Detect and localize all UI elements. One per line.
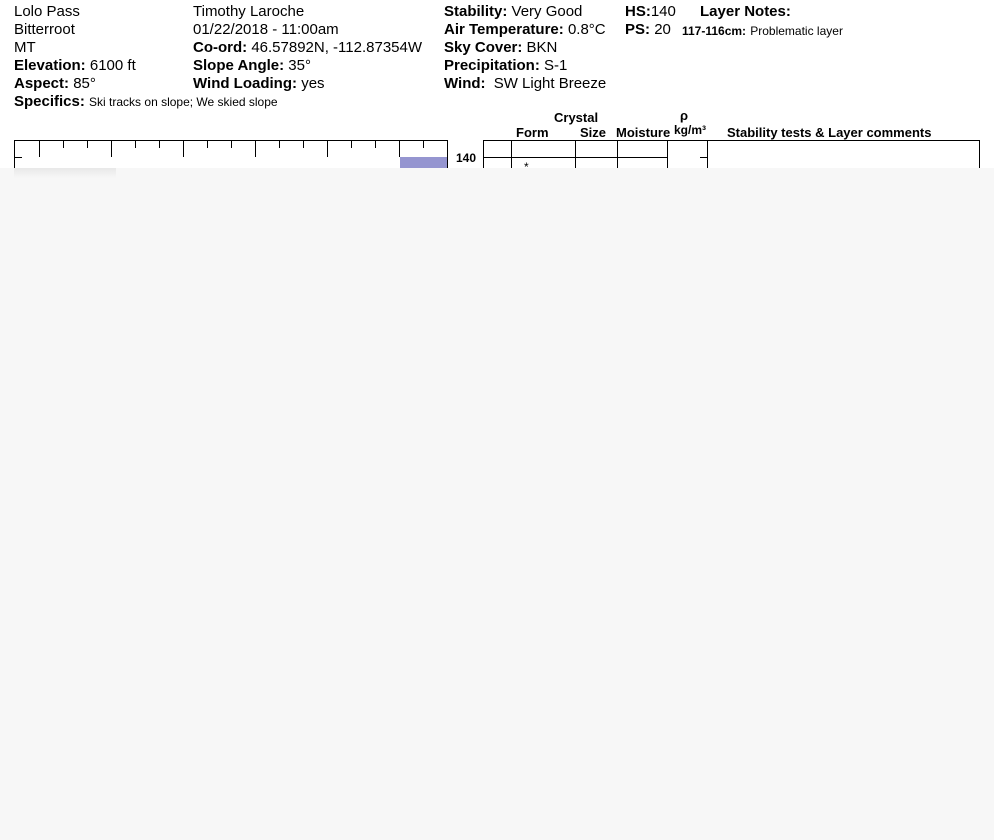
depth-tick: [14, 157, 22, 158]
sky-cover-value: BKN: [526, 39, 558, 56]
density-symbol: ρ: [680, 108, 689, 123]
hardness-tick: [423, 140, 424, 148]
elevation-label: Elevation:: [14, 57, 86, 74]
hardness-tick: [159, 140, 160, 148]
precipitation-value: S-1: [544, 57, 568, 74]
layer-table-col-4: [667, 140, 668, 168]
coordinates-label: Co-ord:: [193, 39, 248, 56]
sky-cover-field: [444, 39, 557, 57]
aspect-label: Aspect:: [14, 75, 70, 92]
aspect-field: [14, 75, 96, 93]
hardness-tick: [183, 140, 184, 157]
hardness-tick: [351, 140, 352, 148]
density-unit: kg/m³: [674, 123, 707, 137]
hardness-tick: [231, 140, 232, 148]
layer-table-col-5: [707, 140, 708, 168]
comments-right-border: [979, 140, 980, 168]
wind-loading-label: Wind Loading:: [193, 75, 298, 92]
density-tick: [700, 157, 707, 158]
slope-angle-value: 35°: [288, 57, 311, 74]
coordinates-field: [193, 39, 422, 57]
depth-label: 140: [456, 151, 477, 165]
hardness-tick: [87, 140, 88, 148]
pit-depth-field: [625, 21, 671, 39]
sky-cover-label: Sky Cover:: [444, 39, 523, 56]
crystal-header: Crystal: [554, 110, 599, 125]
hardness-bar: [400, 157, 447, 168]
hardness-tick: [39, 140, 40, 157]
wind-field: [444, 75, 606, 93]
stability-value: Very Good: [511, 3, 583, 20]
layer-notes-title: Layer Notes:: [700, 3, 791, 20]
hardness-tick: [279, 140, 280, 148]
hardness-tick: [255, 140, 256, 157]
ps-label: PS:: [625, 21, 651, 38]
layer-note-range: 117-116cm:: [682, 24, 747, 38]
air-temperature-value: 0.8°C: [567, 21, 606, 38]
layer-table-col-1: [511, 140, 512, 168]
hardness-tick: [63, 140, 64, 148]
profile-graph-left-border: [14, 140, 15, 168]
form-header: Form: [516, 125, 549, 140]
air-temperature-field: [444, 21, 606, 39]
air-temperature-label: Air Temperature:: [444, 21, 564, 38]
profile-graph-right-border: [447, 140, 448, 168]
hs-label: HS:: [625, 3, 651, 20]
precipitation-label: Precipitation:: [444, 57, 540, 74]
stability-field: [444, 3, 582, 21]
hardness-tick: [303, 140, 304, 148]
aspect-value: 85°: [73, 75, 96, 92]
hardness-tick: [111, 140, 112, 157]
snowpit-sheet: [0, 0, 994, 168]
specifics-field: [14, 93, 278, 111]
layer-table-col-2: [575, 140, 576, 168]
layer-table-col-3: [617, 140, 618, 168]
layer-note-text: Problematic layer: [750, 24, 843, 38]
layer-table-col-0: [483, 140, 484, 168]
hardness-tick: [375, 140, 376, 148]
hs-value: 140: [650, 3, 676, 20]
grain-form-symbol: *: [524, 160, 529, 168]
elevation-value: 6100 ft: [89, 57, 136, 74]
observation-datetime: 01/22/2018 - 11:00am: [193, 21, 339, 38]
stability-label: Stability:: [444, 3, 508, 20]
comments-top-border: [707, 140, 979, 141]
height-of-snow-field: [625, 3, 676, 21]
precipitation-field: [444, 57, 567, 75]
size-header: Size: [580, 125, 607, 140]
specifics-value: Ski tracks on slope; We skied slope: [89, 95, 278, 109]
state: MT: [14, 39, 36, 56]
sheet-shadow: [14, 168, 116, 178]
moisture-header: Moisture: [616, 125, 671, 140]
hardness-tick: [135, 140, 136, 148]
wind-label: Wind:: [444, 75, 486, 92]
coordinates-value: 46.57892N, -112.87354W: [251, 39, 423, 56]
slope-angle-label: Slope Angle:: [193, 57, 285, 74]
stability-tests-header: Stability tests & Layer comments: [727, 125, 932, 140]
slope-angle-field: [193, 57, 311, 75]
layer-table-top-border: [483, 140, 708, 141]
layer-note: [682, 22, 843, 40]
hardness-tick: [207, 140, 208, 148]
ps-value: 20: [654, 21, 671, 38]
wind-loading-value: yes: [301, 75, 325, 92]
observer-name: Timothy Laroche: [193, 3, 305, 20]
hardness-tick: [327, 140, 328, 157]
elevation-field: [14, 57, 136, 75]
wind-value: SW Light Breeze: [493, 75, 607, 92]
hardness-tick: [399, 140, 400, 157]
mountain-range: Bitterroot: [14, 21, 75, 38]
location-name: Lolo Pass: [14, 3, 80, 20]
specifics-label: Specifics:: [14, 93, 85, 110]
wind-loading-field: [193, 75, 325, 93]
